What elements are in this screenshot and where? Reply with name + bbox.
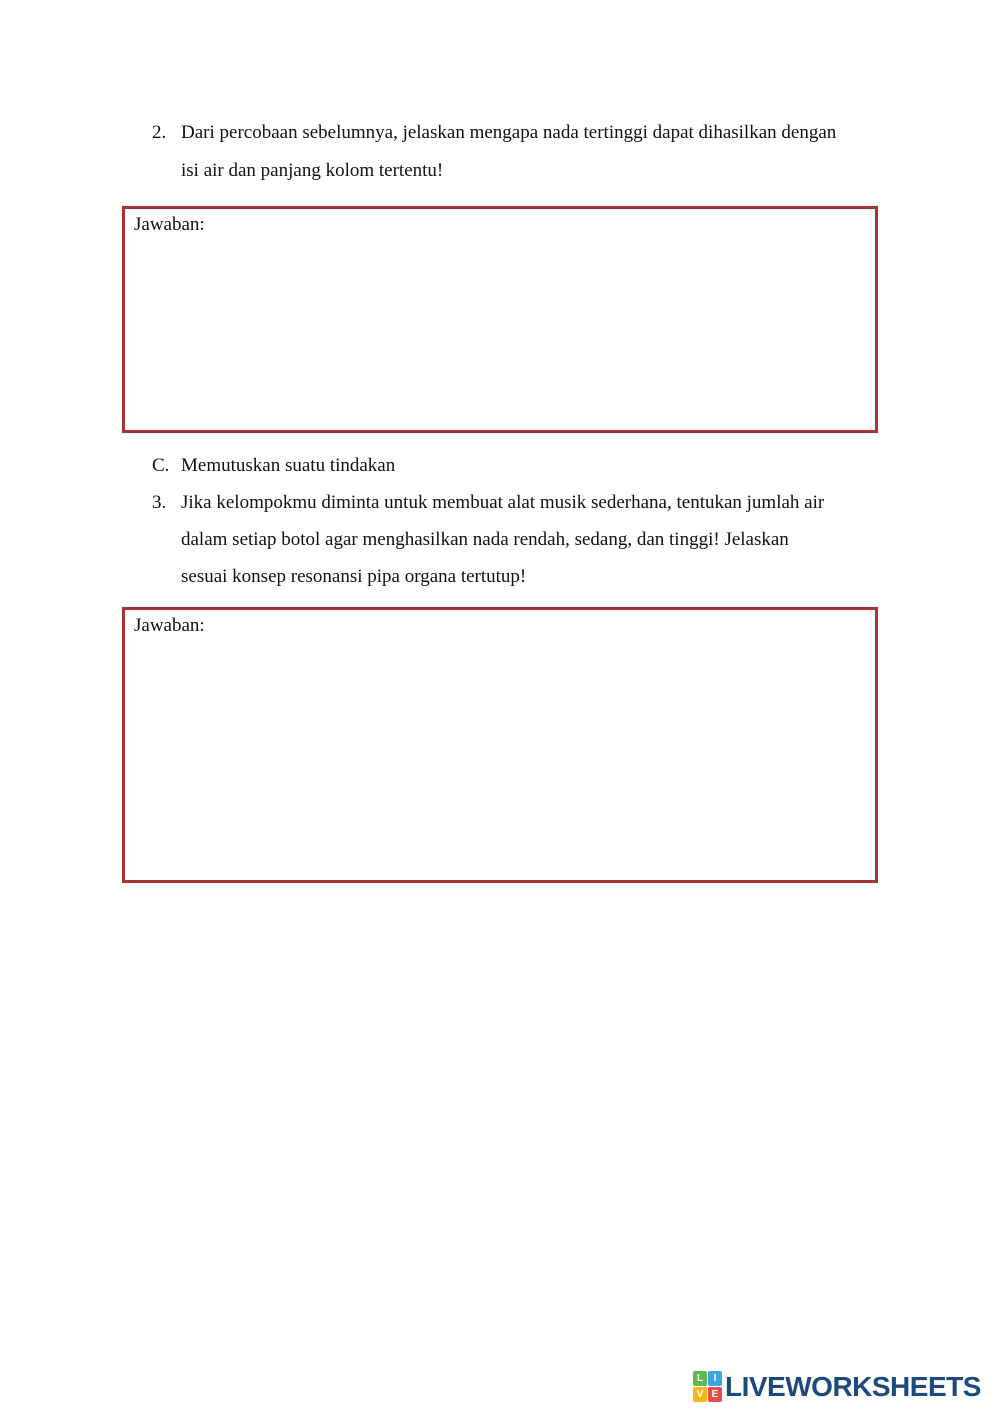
answer-box-1-label: Jawaban: (134, 214, 205, 235)
liveworksheets-wordmark: LIVEWORKSHEETS (725, 1371, 981, 1402)
liveworksheets-logo[interactable] (693, 1371, 981, 1402)
question-2-line-2: isi air dan panjang kolom tertentu! (181, 160, 444, 181)
question-3-line-1: Jika kelompokmu diminta untuk membuat alat musik sederhana, tentukan jumlah air (181, 492, 825, 513)
answer-box-2[interactable] (122, 607, 878, 883)
answer-box-1[interactable] (122, 206, 878, 433)
question-3-line-3: sesuai konsep resonansi pipa organa tertutup! (181, 566, 527, 587)
question-3-line-2: dalam setiap botol agar menghasilkan nada rendah, sedang, dan tinggi! Jelaskan (181, 529, 789, 550)
logo-tile-e: E (708, 1387, 722, 1402)
question-2-line-1: Dari percobaan sebelumnya, jelaskan mengapa nada tertinggi dapat dihasilkan dengan (181, 122, 837, 143)
logo-tile-i: I (708, 1371, 722, 1386)
section-c-title: Memutuskan suatu tindakan (181, 455, 396, 476)
question-3-number: 3. (152, 492, 167, 513)
logo-tile-v: V (693, 1387, 707, 1402)
section-c-letter: C. (152, 455, 170, 476)
question-2-number: 2. (152, 122, 167, 143)
logo-tile-l: L (693, 1371, 707, 1386)
liveworksheets-logo-icon (693, 1371, 722, 1402)
answer-box-2-label: Jawaban: (134, 615, 205, 636)
